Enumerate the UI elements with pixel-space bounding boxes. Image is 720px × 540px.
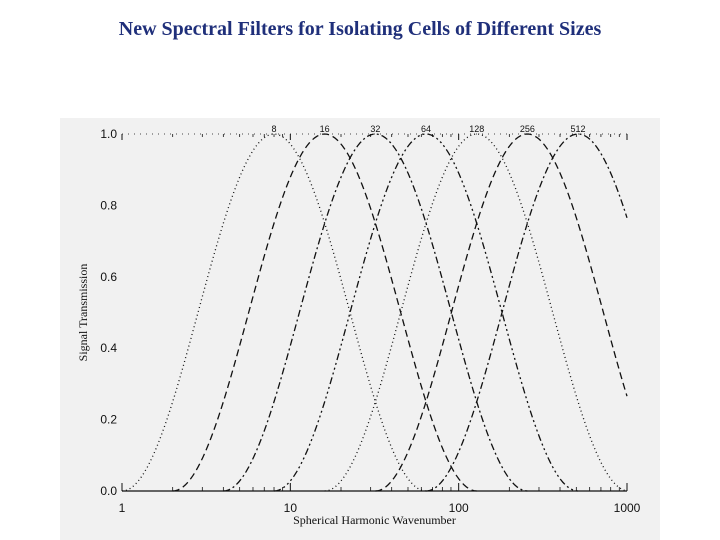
y-tick-label: 0.0	[100, 484, 117, 498]
series-label-8: 8	[271, 124, 277, 134]
series-line-256	[375, 134, 627, 491]
slide-title: New Spectral Filters for Isolating Cells of Different Sizes	[118, 18, 602, 40]
chart-panel	[60, 118, 660, 540]
y-tick-label: 0.2	[100, 412, 117, 427]
label-layer	[76, 124, 641, 527]
x-tick-label: 10	[283, 501, 298, 515]
y-tick-label: 0.4	[100, 341, 117, 356]
series-line-64	[274, 134, 578, 491]
x-axis-title: Spherical Harmonic Wavenumber	[293, 513, 456, 527]
series-label-64: 64	[421, 124, 432, 134]
series-label-16: 16	[319, 124, 330, 134]
series-label-128: 128	[469, 124, 485, 134]
y-tick-label: 0.6	[100, 269, 117, 284]
series-layer	[122, 134, 627, 491]
x-tick-label: 1	[118, 501, 126, 515]
series-label-512: 512	[570, 124, 586, 134]
series-label-256: 256	[519, 124, 535, 134]
y-tick-label: 0.8	[100, 198, 117, 213]
filter-chart	[60, 118, 660, 540]
y-tick-label: 1.0	[100, 127, 117, 141]
x-tick-label: 1000	[613, 501, 641, 515]
x-tick-label: 100	[448, 501, 469, 515]
series-line-32	[223, 134, 527, 491]
axes-layer	[122, 134, 627, 491]
series-line-128	[325, 134, 627, 491]
series-line-16	[173, 134, 477, 491]
series-line-8	[122, 134, 426, 491]
series-line-512	[426, 134, 627, 491]
series-label-32: 32	[370, 124, 381, 134]
y-axis-title: Signal Transmission	[76, 263, 90, 362]
